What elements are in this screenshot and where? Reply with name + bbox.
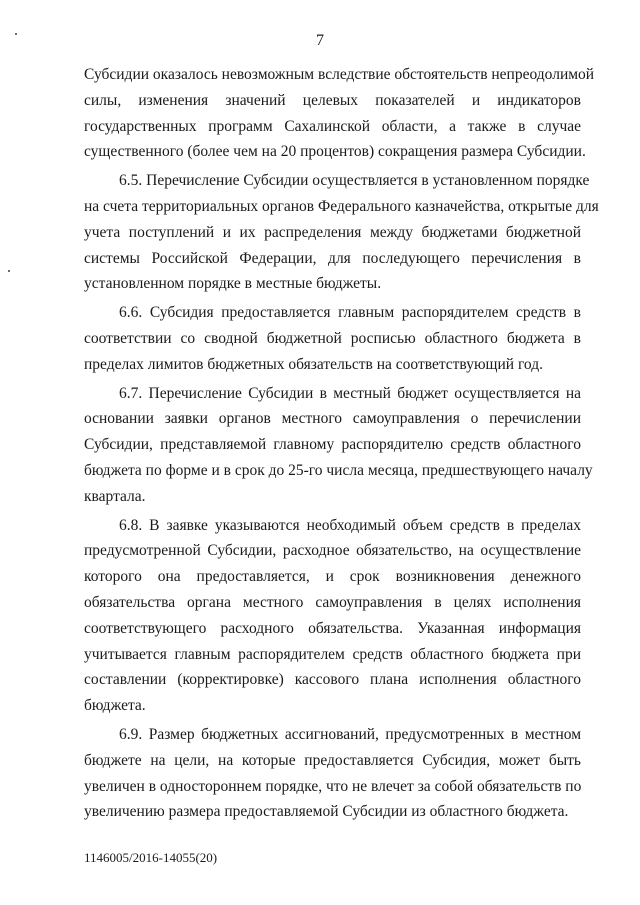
paragraph-line: 6.5. Перечисление Субсидии осуществляется в установленном порядке [119,172,590,190]
paragraph-line: увеличению размера предоставляемой Субсидии из областного бюджета. [84,803,569,821]
document-footer-code: 1146005/2016-14055(20) [84,850,218,865]
paragraph-line: 6.9. Размер бюджетных ассигнований, предусмотренных в местном [119,725,581,743]
paragraph-line: Субсидии, представляемой главному распорядителю средств областного [84,436,581,454]
scan-mark [15,33,17,35]
paragraph-line: существенного (более чем на 20 процентов) сокращения размера Субсидии. [84,143,586,161]
paragraph-line: бюджета. [84,697,146,715]
paragraph-line: предусмотренной Субсидии, расходное обязательство, на осуществление [84,542,581,560]
paragraph-line: государственных программ Сахалинской области, а также в случае [84,117,581,135]
document-body [84,62,599,828]
paragraph-line: пределах лимитов бюджетных обязательств на соответствующий год. [84,355,543,373]
page-number: 7 [316,32,324,49]
paragraph-line: которого она предоставляется, и срок возникновения денежного [84,568,581,586]
paragraph-line: 6.7. Перечисление Субсидии в местный бюджет осуществляется на [119,384,581,402]
paragraph-line: Субсидии оказалось невозможным вследствие обстоятельств непреодолимой [84,66,595,83]
paragraph-line: бюджете на цели, на которые предоставляется Субсидия, может быть [84,751,581,769]
paragraph [84,300,581,377]
paragraph-line: соответствии со сводной бюджетной росписью областного бюджета в [84,329,581,347]
paragraph-line: учета поступлений и их распределения между бюджетами бюджетной [84,223,581,241]
paragraph-line: основании заявки органов местного самоуправления о перечислении [84,410,581,428]
paragraph [84,722,581,825]
paragraph [84,513,581,719]
scan-mark [8,270,10,272]
paragraph-line: увеличен в одностороннем порядке, что не влечет за собой обязательств по [84,777,582,795]
paragraph [84,168,599,297]
paragraph-line: установленном порядке в местные бюджеты. [84,275,382,293]
paragraph-line: обязательства органа местного самоуправления в целях исполнения [84,593,581,611]
paragraph-line: на счета территориальных органов Федерального казначейства, открытые для [84,197,599,215]
paragraph-line: 6.6. Субсидия предоставляется главным распорядителем средств в [119,304,581,322]
paragraph [84,381,593,510]
paragraph-line: составлении (корректировке) кассового плана исполнения областного [84,671,581,689]
paragraph-line: соответствующего расходного обязательства. Указанная информация [84,619,581,637]
paragraph-line: квартала. [84,487,146,505]
paragraph-line: системы Российской Федерации, для последующего перечисления в [84,249,581,267]
paragraph-line: бюджета по форме и в срок до 25-го числа месяца, предшествующего началу [84,461,593,479]
paragraph-line: силы, изменения значений целевых показателей и индикаторов [84,91,581,109]
paragraph [84,62,595,165]
paragraph-line: учитывается главным распорядителем средств областного бюджета при [84,645,581,663]
paragraph-line: 6.8. В заявке указываются необходимый объем средств в пределах [119,516,581,534]
